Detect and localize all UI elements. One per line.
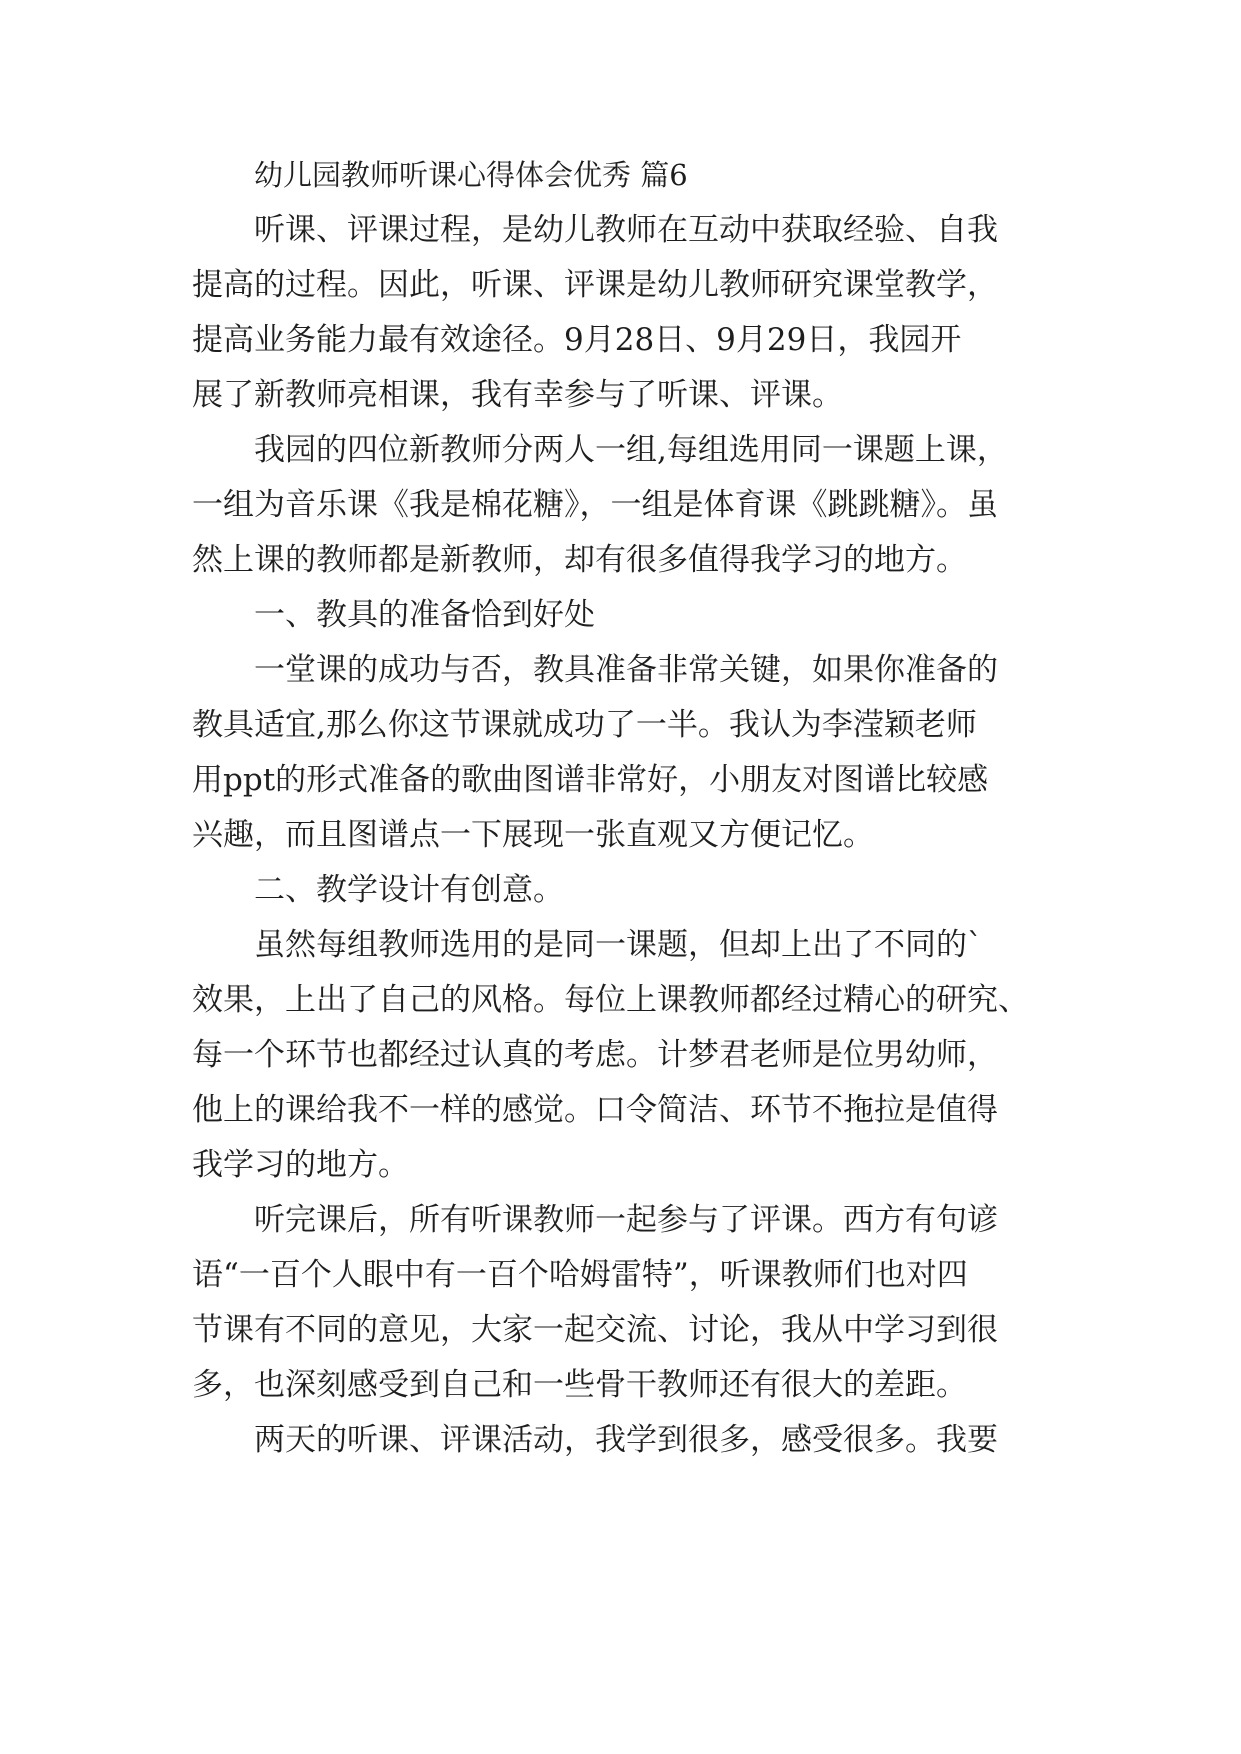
paragraph-5-line-3: 节课有不同的意见，大家一起交流、讨论，我从中学习到很 [192,1312,998,1348]
paragraph-4-line-3: 每一个环节也都经过认真的考虑。计梦君老师是位男幼师， [192,1037,998,1073]
paragraph-2-line-3: 然上课的教师都是新教师，却有很多值得我学习的地方。 [192,542,967,578]
paragraph-4-line-5: 我学习的地方。 [192,1147,409,1183]
paragraph-1-line-4: 展了新教师亮相课，我有幸参与了听课、评课。 [192,377,843,413]
paragraph-1-line-1: 听课、评课过程，是幼儿教师在互动中获取经验、自我 [254,212,998,248]
section-heading-1: 一、教具的准备恰到好处 [254,597,595,633]
paragraph-3-line-3: 用ppt的形式准备的歌曲图谱非常好，小朋友对图谱比较感 [192,762,989,798]
document-title: 幼儿园教师听课心得体会优秀 篇6 [254,158,688,192]
paragraph-1-line-2: 提高的过程。因此，听课、评课是幼儿教师研究课堂教学， [192,267,998,303]
paragraph-5-line-1: 听完课后，所有听课教师一起参与了评课。西方有句谚 [254,1202,998,1238]
paragraph-4-line-4: 他上的课给我不一样的感觉。口令简洁、环节不拖拉是值得 [192,1092,998,1128]
paragraph-5-line-2: 语“一百个人眼中有一百个哈姆雷特”，听课教师们也对四 [192,1257,968,1293]
paragraph-3-line-1: 一堂课的成功与否，教具准备非常关键，如果你准备的 [254,652,998,688]
paragraph-6-line-1: 两天的听课、评课活动，我学到很多，感受很多。我要 [254,1422,998,1458]
paragraph-4-line-1: 虽然每组教师选用的是同一课题，但却上出了不同的` [254,927,983,963]
section-heading-2: 二、教学设计有创意。 [254,872,564,908]
paragraph-2-line-1: 我园的四位新教师分两人一组,每组选用同一课题上课， [254,432,1008,468]
paragraph-3-line-4: 兴趣，而且图谱点一下展现一张直观又方便记忆。 [192,817,874,853]
paragraph-3-line-2: 教具适宜,那么你这节课就成功了一半。我认为李滢颖老师 [192,707,977,743]
paragraph-1-line-3: 提高业务能力最有效途径。9月28日、9月29日，我园开 [192,322,962,358]
paragraph-5-line-4: 多，也深刻感受到自己和一些骨干教师还有很大的差距。 [192,1367,967,1403]
document-body [192,148,1072,1468]
paragraph-4-line-2: 效果，上出了自己的风格。每位上课教师都经过精心的研究、 [192,982,1029,1018]
paragraph-2-line-2: 一组为音乐课《我是棉花糖》，一组是体育课《跳跳糖》。虽 [192,487,998,523]
